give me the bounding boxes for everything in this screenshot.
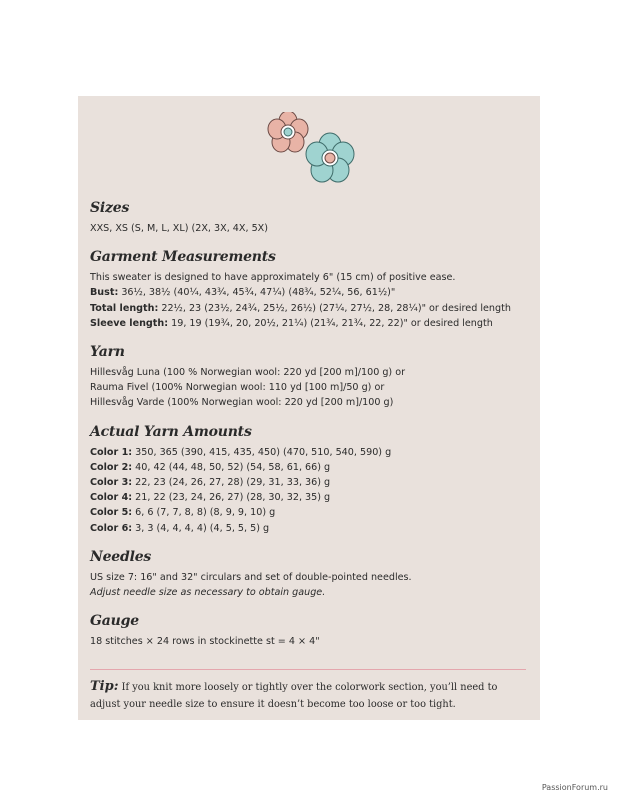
sizes-heading: Sizes: [90, 200, 130, 216]
garment-intro: This sweater is designed to have approximately 6" (15 cm) of positive ease.: [90, 272, 456, 284]
sizes-section: [90, 200, 530, 236]
pattern-details: [90, 200, 530, 662]
flower-illustration: [262, 112, 358, 188]
gauge-line: 18 stitches × 24 rows in stockinette st = 4 × 4": [90, 636, 320, 648]
divider: [90, 669, 526, 670]
sleeve-length-label: Sleeve length:: [90, 317, 169, 329]
sleeve-length-row: [90, 316, 530, 331]
sleeve-length-value: 19, 19 (19¾, 20, 20½, 21¼) (21¾, 21¾, 22, 22)" or desired length: [168, 317, 493, 329]
yarn-line: Rauma Fivel (100% Norwegian wool: 110 yd [100 m]/50 g) or: [90, 382, 385, 394]
yarn-section: [90, 344, 530, 411]
gauge-section: [90, 613, 530, 649]
color-value: 350, 365 (390, 415, 435, 450) (470, 510, 540, 590) g: [132, 446, 392, 458]
color-amount-row: [90, 490, 530, 505]
yarn-heading: Yarn: [90, 344, 125, 361]
color-value: 40, 42 (44, 48, 50, 52) (54, 58, 61, 66) g: [132, 461, 331, 473]
color-amount-row: [90, 475, 530, 490]
needles-heading: Needles: [90, 548, 152, 565]
tip-label: Tip:: [90, 679, 119, 694]
bust-row: [90, 285, 530, 300]
color-value: 6, 6 (7, 7, 8, 8) (8, 9, 9, 10) g: [132, 507, 276, 519]
color-value: 21, 22 (23, 24, 26, 27) (28, 30, 32, 35) g: [132, 492, 331, 504]
color-label: Color 4:: [90, 492, 133, 504]
yarn-line: Hillesvåg Luna (100 % Norwegian wool: 220 yd [200 m]/100 g) or: [90, 367, 406, 379]
sizes-list: XXS, XS (S, M, L, XL) (2X, 3X, 4X, 5X): [90, 223, 268, 234]
yarn-amounts-heading: Actual Yarn Amounts: [90, 423, 252, 440]
total-length-value: 22½, 23 (23½, 24¾, 25½, 26½) (27¼, 27½, 28, 28¼)" or desired length: [158, 302, 511, 314]
color-value: 22, 23 (24, 26, 27, 28) (29, 31, 33, 36) g: [132, 477, 331, 489]
color-value: 3, 3 (4, 4, 4, 4) (4, 5, 5, 5) g: [132, 522, 270, 534]
color-amount-row: [90, 521, 530, 536]
color-amount-row: [90, 460, 530, 475]
color-label: Color 3:: [90, 477, 133, 489]
color-amount-row: [90, 505, 530, 520]
tip-callout: [90, 678, 530, 713]
color-label: Color 6:: [90, 522, 133, 534]
color-amount-row: [90, 445, 530, 460]
bust-value: 36½, 38½ (40¼, 43¾, 45¾, 47¼) (48¾, 52¼, 56, 61½)": [118, 287, 396, 299]
needles-line: US size 7: 16" and 32" circulars and set of double-pointed needles.: [90, 571, 412, 583]
yarn-line: Hillesvåg Varde (100% Norwegian wool: 220 yd [200 m]/100 g): [90, 397, 394, 409]
gauge-heading: Gauge: [90, 613, 139, 630]
footer-watermark: PassionForum.ru: [541, 783, 608, 792]
yarn-amounts-section: [90, 424, 530, 536]
tip-text: If you knit more loosely or tightly over the colorwork section, you’ll need to adjust your needle size to ensure it doesn’t become too loose or too tight.: [90, 682, 498, 710]
garment-heading: Garment Measurements: [90, 249, 276, 266]
color-label: Color 5:: [90, 507, 133, 519]
color-label: Color 2:: [90, 461, 133, 473]
teal-flower-icon: [306, 133, 354, 182]
needles-section: [90, 549, 530, 600]
needles-note: Adjust needle size as necessary to obtain gauge.: [90, 587, 326, 599]
color-label: Color 1:: [90, 446, 133, 458]
garment-measurements-section: [90, 249, 530, 331]
pink-flower-icon: [268, 112, 308, 152]
bust-label: Bust:: [90, 287, 119, 299]
total-length-row: [90, 301, 530, 316]
total-length-label: Total length:: [90, 302, 159, 314]
